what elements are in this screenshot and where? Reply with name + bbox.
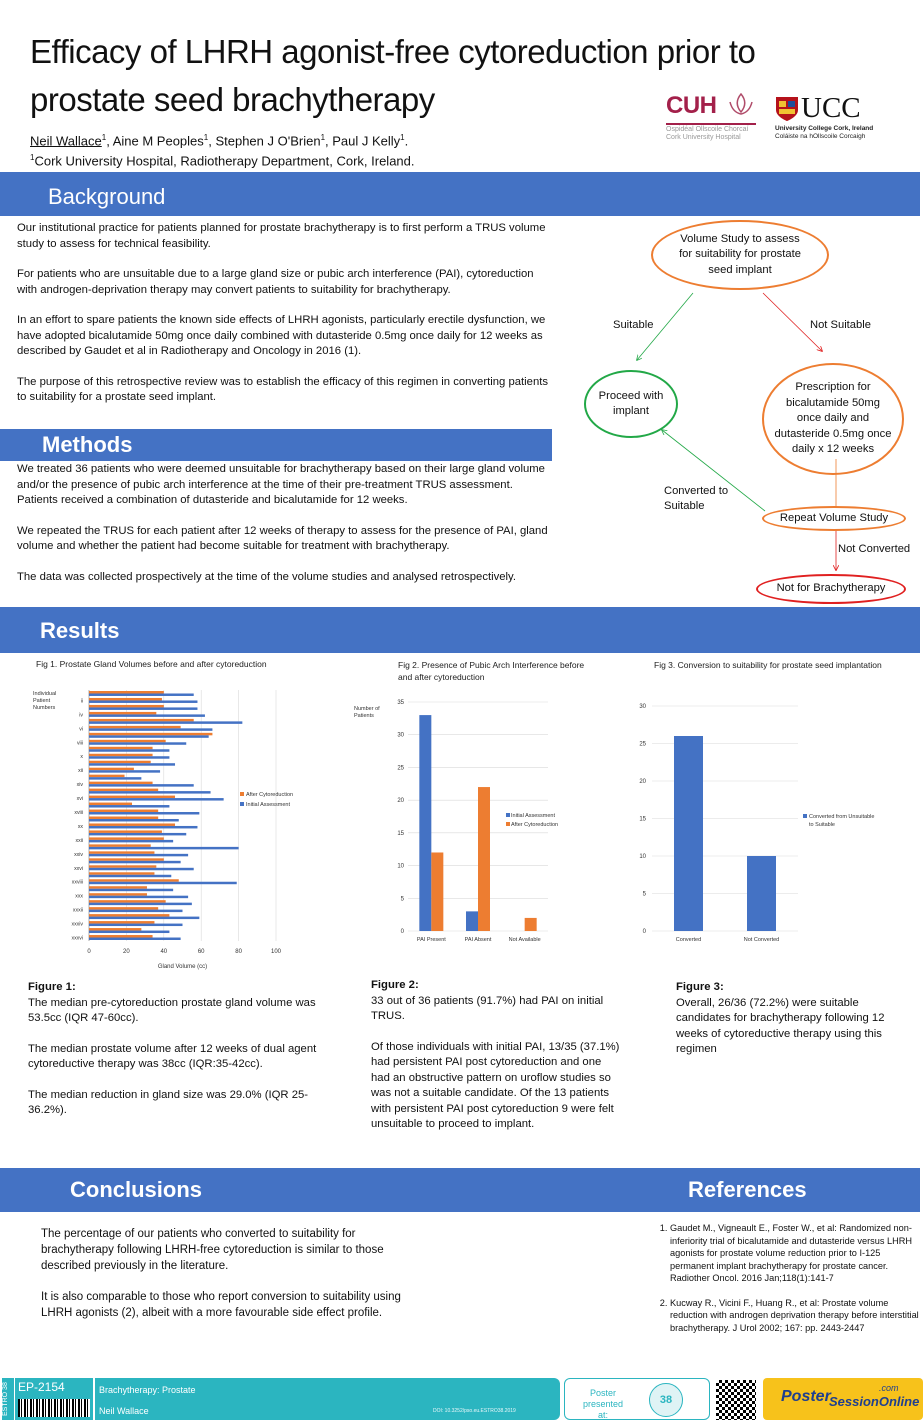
node-repeat-study: Repeat Volume Study (762, 506, 906, 531)
y-tick-label: 20 (639, 779, 646, 785)
legend-label: After Cytoreduction (246, 792, 294, 798)
y-tick-label: xxii (75, 837, 83, 844)
bar (89, 754, 153, 756)
y-tick-label: 5 (400, 896, 404, 903)
node-volume-study: Volume Study to assess for suitability for prostate seed implant (651, 220, 829, 290)
bar (89, 830, 162, 832)
bar (89, 810, 158, 812)
legend-swatch (506, 822, 510, 826)
fig3-caption: Fig 3. Conversion to suitability for prostate seed implantation (654, 660, 882, 670)
x-tick-label: 40 (160, 949, 168, 955)
bar (89, 914, 169, 916)
bar (89, 721, 242, 723)
y-tick-label: xxiv (74, 851, 83, 858)
y-tick-label: xxviii (71, 879, 83, 886)
reference-item: 1. Gaudet M., Vigneault E., Foster W., et al: Randomized non-inferiority trial of bicalutamide and dutasteride versus LHRH agonists for prostate volume reduction prior to I-125 permanent implant brachytherapy for prostate cancer. Radiother Oncol. 2016 Jan;118(1):141-7 (670, 1222, 920, 1285)
bar (89, 907, 158, 909)
y-tick-label: 10 (397, 863, 404, 870)
y-tick-label: 15 (397, 830, 404, 837)
x-tick-label: 80 (235, 949, 242, 955)
y-tick-label: 0 (642, 929, 646, 935)
background-text: Our institutional practice for patients planned for prostate brachytherapy is to first perform a TRUS volume study to assess for technical feasibility. For patients who are unsuitable due to a large gland size or pubic arch interference (PAI), cytoreduction with androgen-deprivation therapy may convert patients to suitability for brachytherapy. In an effort to spare patients the known side effects of LHRH agonists, particularly erectile dysfunction, we have adopted bicalutamide 50mg once daily combined with dutasteride 0.5mg once daily for 12 weeks as described by Gaudet et al in Radiotherapy and Oncology in 2016 (1). The purpose of this retrospective review was to establish the efficacy of this regimen in converting patients to suitability for a prostate seed implant. (17, 222, 549, 403)
bar (89, 700, 197, 702)
bar (89, 861, 181, 863)
bar (89, 875, 171, 877)
results-header (0, 607, 920, 653)
bar (478, 787, 490, 931)
y-tick-label: xiv (76, 782, 83, 789)
fig1-text: Figure 1: The median pre-cytoreduction prostate gland volume was 53.5cc (IQR 47-60cc). The median prostate volume after 12 weeks of dual agent cytoreductive therapy was 38cc (IQR:35-42cc). The median reduction in gland size was 29.0% (IQR 25-36.2%). (28, 981, 317, 1116)
ep-number: EP-2154 (18, 1380, 65, 1394)
y-tick-label: 10 (639, 854, 646, 860)
conclusions-header (0, 1168, 920, 1212)
background-header (0, 172, 920, 216)
bar (89, 840, 173, 842)
legend-label: After Cytoreduction (511, 822, 559, 828)
node-proceed-implant: Proceed with implant (584, 370, 678, 438)
x-tick-label: Not Available (508, 937, 541, 943)
ucc-crest-icon (775, 96, 799, 122)
bar (89, 812, 199, 814)
bar (466, 911, 478, 931)
y-tick-label: xxxiv (71, 921, 83, 928)
bar (89, 851, 154, 853)
y-tick-label: 30 (639, 704, 646, 710)
conclusions-text: The percentage of our patients who converted to suitability for brachytherapy following LHRH-free cytoreduction is similar to those described previously in the literature. It is also comparable to those who report conversion to suitability using LHRH agonists (2), albeit with a more favourable side effect profile. (41, 1228, 401, 1319)
barcode-icon (18, 1399, 90, 1417)
fig3-text: Figure 3: Overall, 26/36 (72.2%) were suitable candidates for brachytherapy following 12 weeks of cytoreductive therapy using this regimen (676, 981, 885, 1055)
y-tick-label: 30 (397, 732, 404, 739)
lead-author: Neil Wallace (30, 133, 102, 149)
bar (89, 896, 188, 898)
bar (89, 886, 147, 888)
bar (89, 796, 175, 798)
bar (89, 921, 154, 923)
affiliation: Cork University Hospital, Radiotherapy Department, Cork, Ireland. (34, 153, 415, 169)
bar (89, 728, 212, 730)
y-tick-label: xxxvi (71, 935, 83, 942)
bar (89, 833, 186, 835)
x-tick-label: 60 (197, 949, 205, 955)
author-list: Neil Wallace$^1$, Aine M Peoples$^1$, Stephen J O'Brien$^1$, Paul J Kelly$^1$. $^1$Cork University Hospital, Radiotherapy Department, Cork, Ireland. (30, 133, 415, 169)
x-tick-label: PAI Present (416, 937, 446, 943)
bar (89, 826, 197, 828)
bar (89, 924, 183, 926)
x-tick-label: Converted (675, 937, 702, 943)
bar (89, 882, 237, 884)
legend-label: Initial Assessment (246, 802, 291, 808)
bar (89, 893, 147, 895)
bar (89, 931, 169, 933)
qr-code-icon (716, 1380, 756, 1420)
y-axis-label-line: Patient (33, 698, 51, 704)
y-tick-label: 25 (397, 765, 404, 772)
bar (431, 852, 443, 931)
y-tick-label: ii (80, 698, 83, 705)
bar (89, 819, 179, 821)
bar (89, 938, 181, 940)
bar (89, 791, 211, 793)
bar (89, 858, 164, 860)
bar (89, 740, 166, 742)
legend-swatch (240, 792, 244, 796)
bar (89, 712, 156, 714)
y-tick-label: x (80, 754, 83, 761)
legend-swatch (240, 802, 244, 806)
bar (89, 742, 186, 744)
chart-pai (350, 690, 580, 950)
bar (89, 749, 169, 751)
y-tick-label: xxvi (74, 865, 83, 872)
bar (747, 856, 776, 931)
bar (89, 837, 164, 839)
fig1-caption: Fig 1. Prostate Gland Volumes before and after cytoreduction (36, 659, 267, 669)
bar (89, 761, 151, 763)
y-tick-label: xx (77, 823, 83, 830)
poster-title: Efficacy of LHRH agonist-free cytoreduction prior to prostate seed brachytherapy (30, 33, 756, 118)
x-axis-label: Gland Volume (cc) (157, 964, 208, 970)
y-axis-label-line: Individual (33, 691, 57, 697)
y-tick-label: 5 (642, 891, 646, 898)
bar (525, 918, 537, 931)
background-heading: Background (48, 184, 166, 209)
x-tick-label: 100 (270, 949, 282, 955)
bar (89, 735, 209, 737)
label-not-converted: Not Converted (838, 543, 911, 555)
ucc-logo: UCC University College Cork, Ireland Coláiste na hOllscoile Corcaigh (775, 92, 874, 140)
legend-label: Converted from Unsuitable (809, 814, 875, 820)
bar (89, 879, 179, 881)
bar (89, 798, 224, 800)
bar (89, 903, 192, 905)
footer-topic: Brachytherapy: Prostate (99, 1385, 196, 1395)
bar (89, 707, 197, 709)
bar (89, 726, 181, 728)
cuh-logo: CUH Ospidéal Ollscoile Chorcaí Cork University Hospital (666, 92, 766, 142)
legend-swatch (803, 814, 807, 818)
bar (89, 698, 162, 700)
bar (89, 756, 169, 758)
y-tick-label: xxxii (72, 907, 83, 914)
bar (89, 823, 175, 825)
bar (674, 736, 703, 931)
results-heading: Results (40, 618, 120, 643)
y-axis-label-line: Patients (354, 713, 374, 719)
methods-heading: Methods (42, 432, 133, 457)
bar (89, 705, 164, 707)
y-tick-label: viii (76, 740, 83, 747)
x-tick-label: Not Converted (743, 937, 780, 943)
y-tick-label: xviii (74, 810, 83, 817)
y-tick-label: 25 (639, 741, 646, 748)
y-tick-label: 35 (397, 700, 404, 706)
cuh-emblem-icon (726, 92, 756, 118)
chart-conversion (630, 690, 900, 950)
bar (89, 847, 239, 849)
bar (89, 805, 169, 807)
footer-side-tag: ESTRO 38 (2, 1378, 14, 1420)
methods-text: We treated 36 patients who were deemed unsuitable for brachytherapy based on their large gland volume and/or the presence of pubic arch interference at the time of their pre-treatment TRUS assessment. Patients received a combination of dutasteride and bicalutamide for 12 weeks. We repeated the TRUS for each patient after 12 weeks of therapy to assess for the presence of PAI, gland volume and whether the patient had become suitable for treatment with brachytherapy. The data was collected prospectively at the time of the volume studies and analysed retrospectively. (17, 463, 548, 583)
legend-swatch (506, 813, 510, 817)
y-axis-label-line: Numbers (33, 705, 56, 711)
fig2-caption: Fig 2. Presence of Pubic Arch Interference before and after cytoreduction (398, 660, 585, 682)
bar (89, 775, 125, 777)
bar (89, 817, 158, 819)
bar (89, 789, 158, 791)
fig2-text: Figure 2: 33 out of 36 patients (91.7%) had PAI on initial TRUS. Of those individuals with initial PAI, 13/35 (37.1%) had persistent PAI post cytoreduction and one had an obstructive pattern on uroflow studies so was not a suitable candidate. Of the 13 patients with persistent PAI post cytoreduction 9 were felt unsuitable to proceed to implant. (371, 979, 620, 1130)
bar (89, 935, 153, 937)
bar (89, 733, 212, 735)
y-axis-label-line: Number of (354, 706, 380, 712)
bar (89, 868, 194, 870)
y-tick-label: 15 (639, 816, 646, 823)
legend-label: Initial Assessment (511, 813, 556, 819)
estro-badge-icon: 38 (649, 1383, 683, 1417)
bar (89, 889, 173, 891)
bar (419, 715, 431, 931)
footer-doi: DOI: 10.3252/pso.eu.ESTRO38.2019 (433, 1408, 516, 1414)
bar (89, 768, 134, 770)
label-converted: Converted to Suitable (664, 485, 729, 512)
bar (89, 900, 166, 902)
reference-item: 2. Kucway R., Vicini F., Huang R., et al: Prostate volume reduction with androgen deprivation therapy before interstitial brachytherapy. J Urol 2002; 167: pp. 2443-2447 (670, 1297, 920, 1335)
presented-at: Poster presented at: (583, 1388, 624, 1420)
postersessiononline-logo: Poster SessionOnline .com (763, 1378, 923, 1420)
bar (89, 865, 156, 867)
label-not-suitable: Not Suitable (810, 319, 871, 331)
y-tick-label: vi (79, 726, 83, 733)
bar (89, 777, 141, 779)
footer-author: Neil Wallace (99, 1406, 149, 1416)
x-tick-label: 0 (87, 949, 91, 955)
chart-gland-volume (28, 680, 348, 975)
bar (89, 714, 205, 716)
bar (89, 782, 153, 784)
bar (89, 928, 141, 930)
y-tick-label: xii (78, 768, 83, 775)
x-tick-label: PAI Absent (464, 937, 492, 943)
node-prescription: Prescription for bicalutamide 50mg once daily and dutasteride 0.5mg once daily x 12 weeks (762, 363, 904, 475)
bar (89, 844, 151, 846)
bar (89, 803, 132, 805)
y-tick-label: iv (79, 712, 83, 719)
bar (89, 917, 199, 919)
bar (89, 693, 194, 695)
bar (89, 691, 164, 693)
bar (89, 770, 160, 772)
methods-header (0, 429, 552, 461)
bar (89, 854, 188, 856)
label-suitable: Suitable (613, 319, 654, 331)
bar (89, 910, 183, 912)
y-tick-label: 20 (397, 798, 404, 805)
bar (89, 747, 153, 749)
footer (0, 1375, 924, 1423)
y-tick-label: xxx (75, 893, 83, 900)
bar (89, 763, 175, 765)
legend-label: to Suitable (809, 822, 835, 828)
conclusions-heading: Conclusions (70, 1177, 203, 1202)
node-not-brachytherapy: Not for Brachytherapy (756, 574, 906, 604)
bar (89, 719, 194, 721)
x-tick-label: 20 (123, 949, 130, 955)
y-tick-label: xvi (76, 796, 83, 803)
references-heading: References (688, 1177, 807, 1202)
reference-list (640, 1222, 920, 1346)
y-tick-label: 0 (400, 929, 404, 935)
bar (89, 872, 154, 874)
bar (89, 784, 194, 786)
